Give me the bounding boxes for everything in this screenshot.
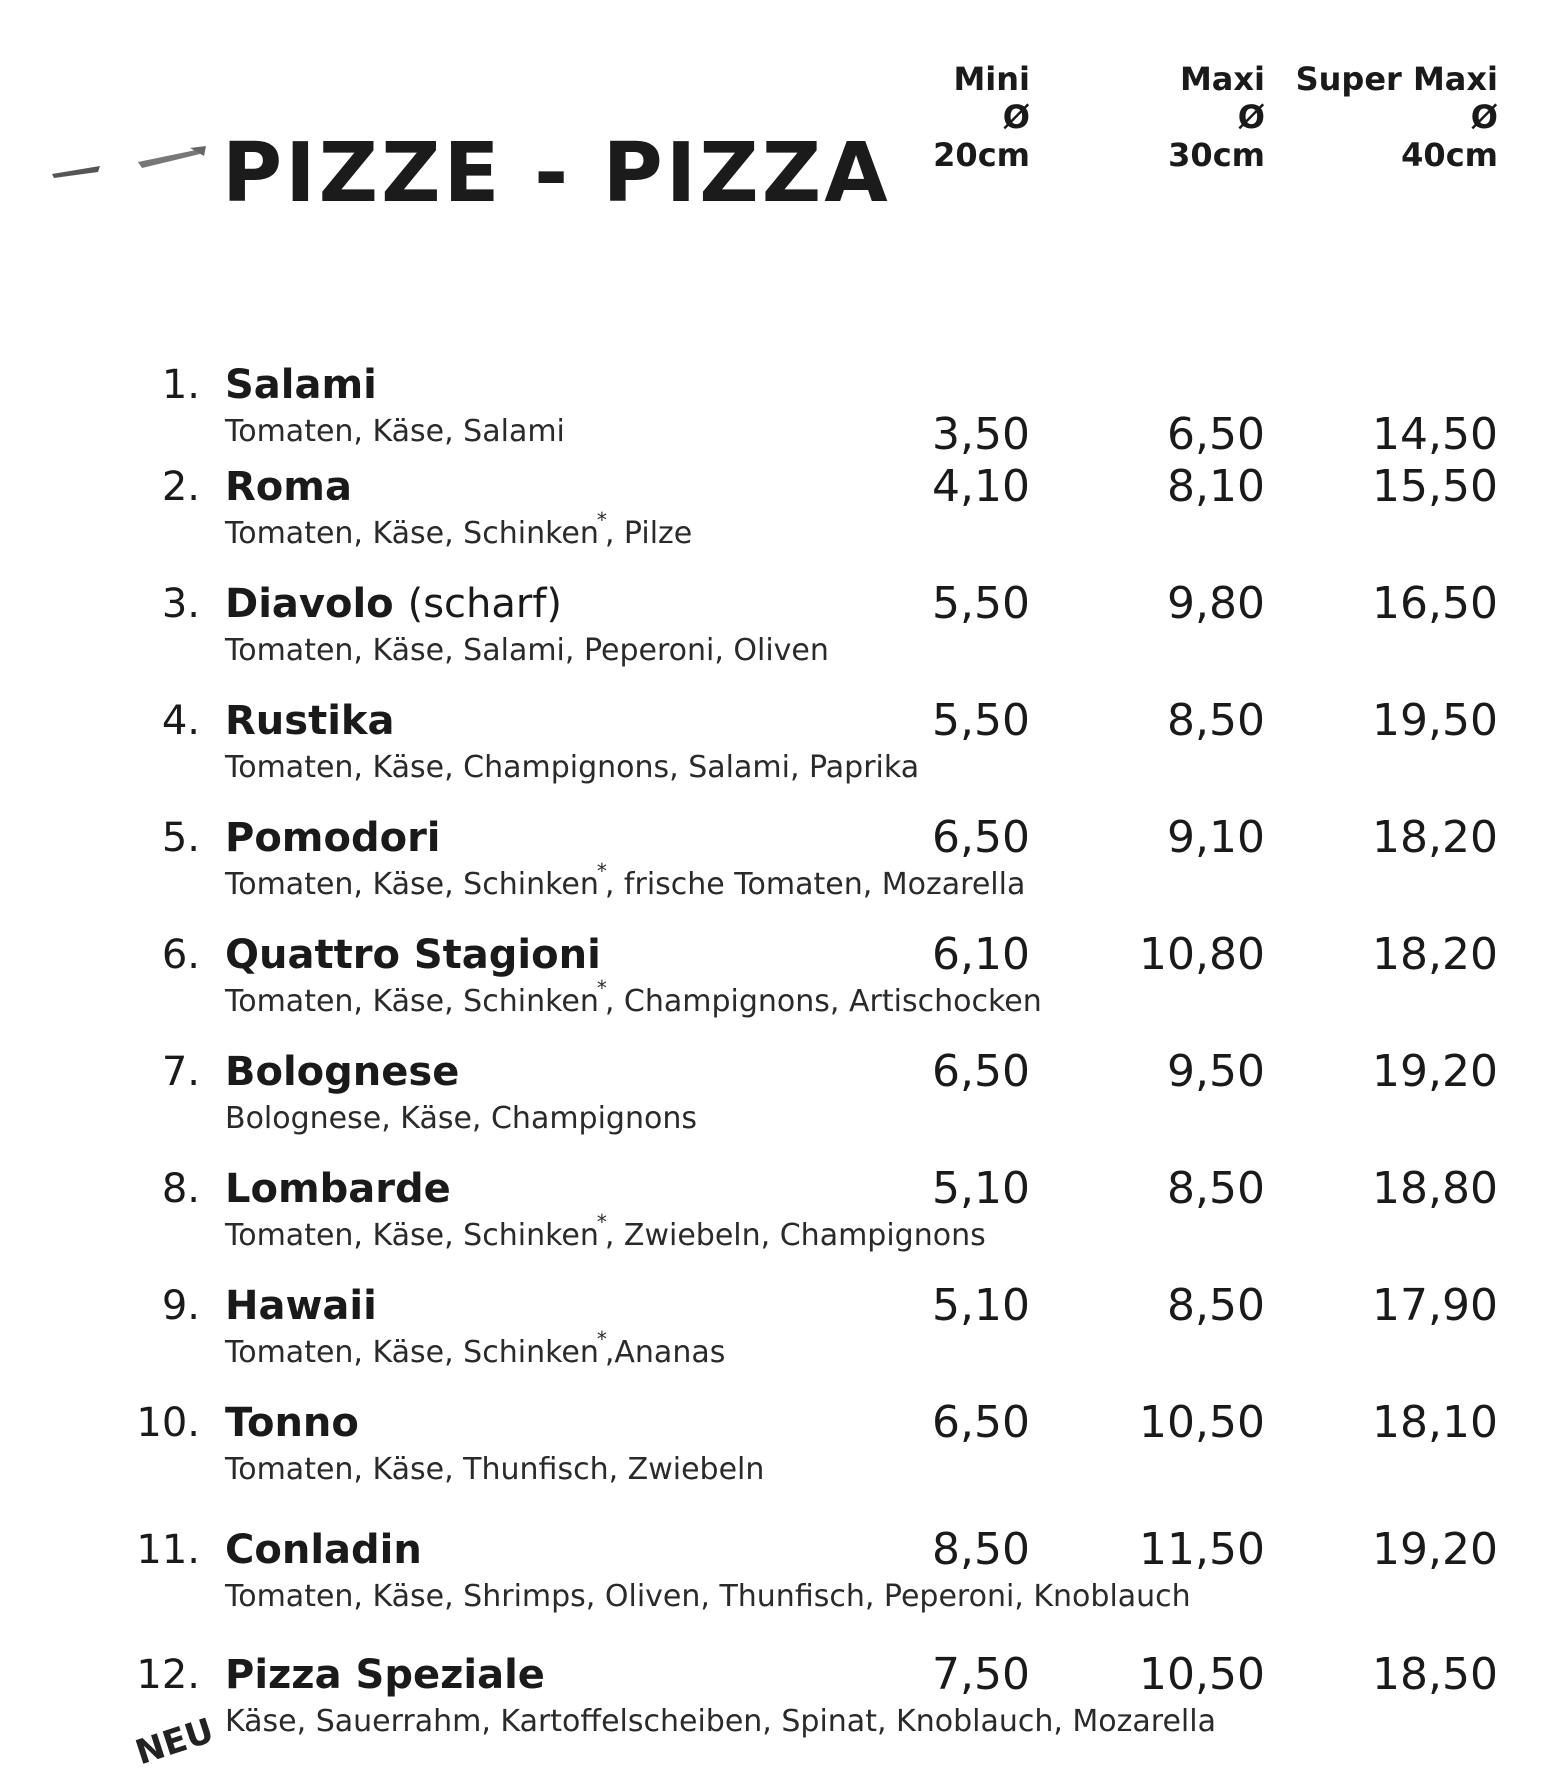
item-name-text: Lombarde [225, 1166, 451, 1212]
item-description [225, 1210, 986, 1258]
menu-item-9 [0, 1281, 1561, 1381]
desc-text: Tomaten, Käse, Schinken*, Zwiebeln, Champignons [225, 1210, 986, 1253]
price-super-maxi: 18,80 [1372, 1163, 1498, 1214]
price-maxi: 8,10 [1167, 461, 1265, 512]
desc-text: Tomaten, Käse, Schinken*, Pilze [225, 508, 693, 551]
item-description [225, 631, 829, 671]
item-description [225, 508, 693, 556]
menu-item-5 [0, 813, 1561, 913]
menu-item-3 [0, 579, 1561, 679]
item-description [225, 1327, 726, 1375]
price-mini: 5,10 [932, 1163, 1030, 1214]
item-name [225, 696, 395, 746]
item-name [225, 1650, 545, 1700]
item-name-text: Salami [225, 362, 377, 408]
item-name [225, 1164, 451, 1214]
footnote-star: * [596, 976, 607, 1000]
price-maxi: 6,50 [1167, 409, 1265, 460]
item-description [225, 1450, 764, 1490]
price-maxi: 11,50 [1139, 1524, 1265, 1575]
price-mini: 6,50 [932, 1397, 1030, 1448]
menu-item-1 [0, 360, 1561, 460]
menu-item-6 [0, 930, 1561, 1030]
desc-text: Tomaten, Käse, Schinken*, Champignons, Artischocken [225, 976, 1042, 1019]
price-super-maxi: 16,50 [1372, 578, 1498, 629]
price-maxi: 10,80 [1139, 929, 1265, 980]
item-number: 4. [161, 698, 200, 744]
arrow-decoration-icon [50, 140, 210, 190]
item-number: 12. [136, 1652, 200, 1698]
desc-text: Tomaten, Käse, Champignons, Salami, Paprika [225, 750, 920, 785]
item-name [225, 462, 352, 512]
desc-text: Käse, Sauerrahm, Kartoffelscheiben, Spinat, Knoblauch, Mozarella [225, 1704, 1216, 1739]
item-name-text: Conladin [225, 1527, 422, 1573]
size-name: Super Maxi [1295, 60, 1498, 98]
item-name-text: Pomodori [225, 815, 441, 861]
page-title: PIZZE - PIZZA [222, 126, 891, 221]
price-mini: 3,50 [932, 409, 1030, 460]
item-number: 3. [161, 581, 200, 627]
price-super-maxi: 19,20 [1372, 1524, 1498, 1575]
desc-text: Tomaten, Käse, Salami [225, 414, 565, 449]
desc-text: Tomaten, Käse, Salami, Peperoni, Oliven [225, 633, 829, 668]
size-header-mini [790, 60, 1030, 174]
price-mini: 6,50 [932, 812, 1030, 863]
item-number: 9. [161, 1283, 200, 1329]
item-description [225, 976, 1042, 1024]
price-mini: 6,10 [932, 929, 1030, 980]
item-name [225, 579, 562, 629]
item-name [225, 1398, 359, 1448]
desc-text: Tomaten, Käse, Shrimps, Oliven, Thunfisch, Peperoni, Knoblauch [225, 1579, 1191, 1614]
price-super-maxi: 18,20 [1372, 812, 1498, 863]
new-badge: NEU [130, 1710, 219, 1773]
footnote-star: * [596, 859, 607, 883]
item-description [225, 748, 919, 788]
item-number: 5. [161, 815, 200, 861]
item-number: 7. [161, 1049, 200, 1095]
item-name-text: Quattro Stagioni [225, 932, 601, 978]
item-name-text: Roma [225, 464, 352, 510]
price-mini: 7,50 [932, 1649, 1030, 1700]
item-name-text: Rustika [225, 698, 395, 744]
price-super-maxi: 14,50 [1372, 409, 1498, 460]
menu-item-4 [0, 696, 1561, 796]
menu-item-8 [0, 1164, 1561, 1264]
menu-item-2 [0, 462, 1561, 562]
item-name [225, 1525, 422, 1575]
menu-item-7 [0, 1047, 1561, 1147]
item-name [225, 813, 441, 863]
item-number: 6. [161, 932, 200, 978]
price-maxi: 10,50 [1139, 1649, 1265, 1700]
size-diameter: 30cm [1168, 136, 1265, 174]
menu-item-11 [0, 1525, 1561, 1625]
price-super-maxi: 19,50 [1372, 695, 1498, 746]
footnote-star: * [596, 1327, 607, 1351]
price-super-maxi: 19,20 [1372, 1046, 1498, 1097]
item-number: 1. [161, 362, 200, 408]
item-name [225, 360, 377, 410]
price-mini: 8,50 [932, 1524, 1030, 1575]
size-header-super-maxi [1258, 60, 1498, 174]
price-mini: 5,50 [932, 578, 1030, 629]
price-maxi: 9,80 [1167, 578, 1265, 629]
item-name-text: Pizza Speziale [225, 1652, 545, 1698]
desc-text: Tomaten, Käse, Schinken*, frische Tomaten, Mozarella [225, 859, 1026, 902]
menu-item-12 [0, 1650, 1561, 1750]
price-super-maxi: 18,20 [1372, 929, 1498, 980]
price-super-maxi: 18,10 [1372, 1397, 1498, 1448]
item-number: 8. [161, 1166, 200, 1212]
size-diameter: 20cm [933, 136, 1030, 174]
price-mini: 5,10 [932, 1280, 1030, 1331]
desc-text: Tomaten, Käse, Schinken*,Ananas [225, 1327, 726, 1370]
item-name-text: Bolognese [225, 1049, 460, 1095]
item-name [225, 930, 601, 980]
price-super-maxi: 15,50 [1372, 461, 1498, 512]
price-maxi: 8,50 [1167, 1280, 1265, 1331]
price-maxi: 9,10 [1167, 812, 1265, 863]
size-name: Maxi [1179, 60, 1265, 98]
item-description [225, 1577, 1191, 1617]
price-mini: 4,10 [932, 461, 1030, 512]
diameter-symbol: Ø [1470, 98, 1498, 136]
item-number: 10. [136, 1400, 200, 1446]
menu-item-10 [0, 1398, 1561, 1498]
price-maxi: 9,50 [1167, 1046, 1265, 1097]
price-maxi: 8,50 [1167, 1163, 1265, 1214]
item-note: (scharf) [407, 581, 563, 627]
item-number: 2. [161, 464, 200, 510]
item-name-text: Diavolo [225, 581, 394, 627]
desc-text: Bolognese, Käse, Champignons [225, 1101, 697, 1136]
price-mini: 6,50 [932, 1046, 1030, 1097]
item-description [225, 1702, 1216, 1742]
item-name [225, 1047, 459, 1097]
item-description [225, 1099, 697, 1139]
size-name: Mini [953, 60, 1030, 98]
footnote-star: * [596, 1210, 607, 1234]
price-maxi: 8,50 [1167, 695, 1265, 746]
price-super-maxi: 18,50 [1372, 1649, 1498, 1700]
item-name-text: Tonno [225, 1400, 359, 1446]
size-diameter: 40cm [1401, 136, 1498, 174]
footnote-star: * [596, 508, 607, 532]
item-name [225, 1281, 377, 1331]
diameter-symbol: Ø [1237, 98, 1265, 136]
item-description [225, 859, 1026, 907]
price-super-maxi: 17,90 [1372, 1280, 1498, 1331]
item-name-text: Hawaii [225, 1283, 377, 1329]
price-mini: 5,50 [932, 695, 1030, 746]
price-maxi: 10,50 [1139, 1397, 1265, 1448]
item-description [225, 412, 565, 452]
item-number: 11. [136, 1527, 200, 1573]
size-header-maxi [1025, 60, 1265, 174]
desc-text: Tomaten, Käse, Thunfisch, Zwiebeln [225, 1452, 765, 1487]
diameter-symbol: Ø [1002, 98, 1030, 136]
